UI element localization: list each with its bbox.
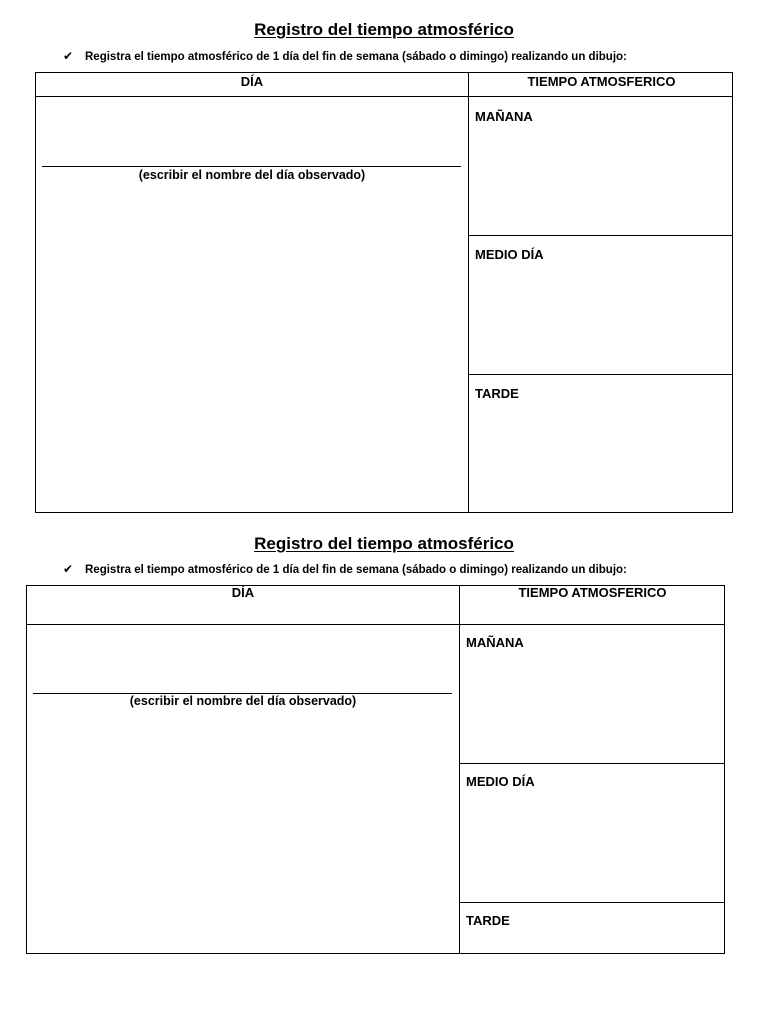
row-divider	[468, 374, 732, 375]
period-label-morning: MAÑANA	[466, 635, 524, 650]
period-label-midday: MEDIO DÍA	[475, 247, 544, 262]
header-divider	[27, 624, 724, 625]
row-divider	[459, 763, 724, 764]
day-column-header: DÍA	[231, 585, 255, 600]
day-name-hint: (escribir el nombre del día observado)	[129, 694, 357, 708]
day-column-header: DÍA	[240, 74, 264, 89]
day-name-write-line[interactable]	[42, 166, 461, 167]
instruction-line	[63, 49, 627, 63]
sheet-title: Registro del tiempo atmosférico	[254, 20, 514, 39]
instruction-line	[63, 562, 627, 576]
weather-table	[35, 72, 733, 513]
day-name-hint: (escribir el nombre del día observado)	[138, 168, 366, 182]
checkmark-icon: ✔	[63, 49, 74, 63]
period-label-midday: MEDIO DÍA	[466, 774, 535, 789]
header-divider	[36, 96, 732, 97]
weather-column-header: TIEMPO ATMOSFERICO	[518, 585, 667, 600]
weather-column-header: TIEMPO ATMOSFERICO	[527, 74, 676, 89]
instruction-text: Registra el tiempo atmosférico de 1 día del fin de semana (sábado o dimingo) realizando un dibujo:	[85, 564, 627, 576]
row-divider	[468, 235, 732, 236]
column-divider	[459, 586, 460, 953]
row-divider	[459, 902, 724, 903]
instruction-text: Registra el tiempo atmosférico de 1 día del fin de semana (sábado o dimingo) realizando un dibujo:	[85, 51, 627, 63]
period-label-afternoon: TARDE	[475, 386, 519, 401]
period-label-morning: MAÑANA	[475, 109, 533, 124]
weather-table	[26, 585, 725, 954]
column-divider	[468, 73, 469, 512]
period-label-afternoon: TARDE	[466, 913, 510, 928]
sheet-title: Registro del tiempo atmosférico	[254, 534, 514, 553]
checkmark-icon: ✔	[63, 562, 74, 576]
